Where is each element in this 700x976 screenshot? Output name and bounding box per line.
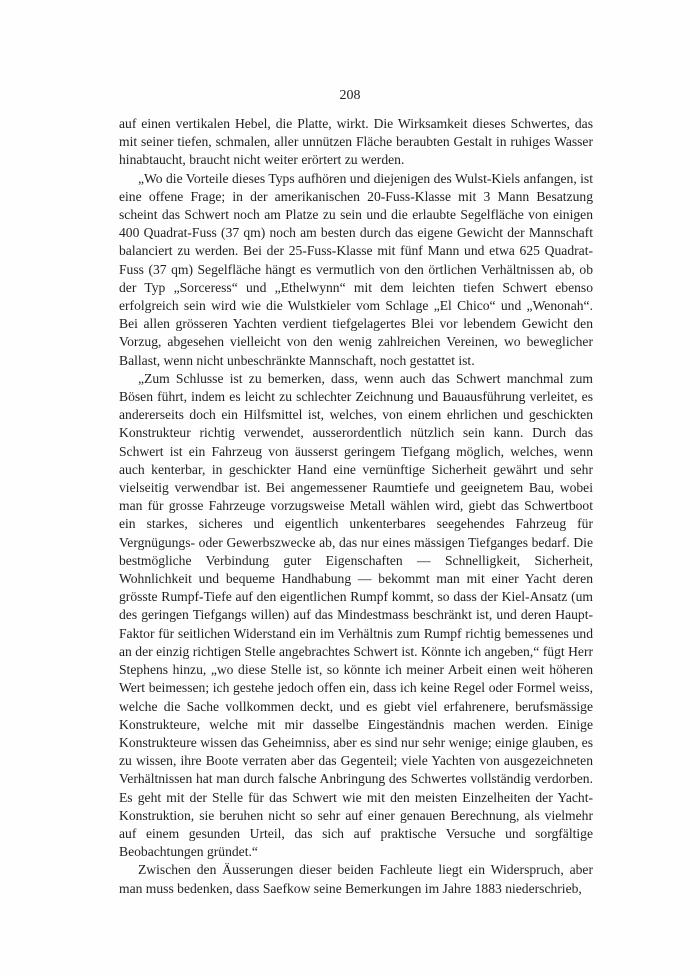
paragraph-wulst-kiel: „Wo die Vorteile dieses Typs aufhören und diejenigen des Wulst-Kiels anfangen, ist eine offene Frage; in der amerikanischen 20-Fuss-Klasse mit 3 Mann Besatzung scheint das Schwert noch am Platze zu sein und die erlaubte Segelfläche von einigen 400 Quadrat-Fuss (37 qm) noch am besten durch das eigene Gewicht der Mannschaft balanciert zu werden. Bei der 25-Fuss-Klasse mit fünf Mann und etwa 625 Quadrat-Fuss (37 qm) Segelfläche hängt es vermutlich von den örtlichen Verhältnissen ab, ob der Typ „Sorceress“ und „Ethelwynn“ mit dem leichten tiefen Schwert ebenso erfolgreich sein wird wie die Wulstkieler vom Schlage „El Chico“ und „Wenonah“. Bei allen grösseren Yachten verdient tiefgelagertes Blei vor lebendem Gewicht den Vorzug, abgesehen vielleicht von den wenig zahlreichen Vereinen, wo beweglicher Ballast, wenn nicht unbeschränkte Mannschaft, noch gestattet ist. xyxy=(119,170,593,368)
paragraph-zwischen: Zwischen den Äusserungen dieser beiden Fachleute liegt ein Widerspruch, aber man muss bedenken, dass Saefkow seine Bemerkungen im Jahre 1883 niederschrieb, xyxy=(119,862,593,896)
paragraph-continuation: auf einen vertikalen Hebel, die Platte, wirkt. Die Wirksamkeit dieses Schwertes, das mit seiner tiefen, schmalen, aller unnützen Fläche beraubten Gestalt in ruhiges Wasser hinabtaucht, braucht nicht weiter erörtert zu werden. xyxy=(119,116,593,168)
body-text xyxy=(119,115,593,898)
paragraph-schlusse: „Zum Schlusse ist zu bemerken, dass, wenn auch das Schwert manchmal zum Bösen führt, indem es leicht zu schlechter Zeichnung und Bauausführung verleitet, es andererseits doch ein Hilfsmittel ist, welches, von einem ehrlichen und geschickten Konstrukteur richtig verwendet, ausserordentlich nützlich sein kann. Durch das Schwert ist ein Fahrzeug von äusserst geringem Tiefgang möglich, welches, wenn auch kenterbar, in geschickter Hand eine vernünftige Sicherheit gewährt und sehr vielseitig verwendbar ist. Bei angemessener Raumtiefe und geeignetem Bau, wobei man für grosse Fahrzeuge vorzugsweise Metall wählen wird, giebt das Schwertboot ein starkes, sicheres und eigentlich unkenterbares seegehendes Fahrzeug für Vergnügungs- oder Gewerbszwecke ab, das nur eines mässigen Tiefganges bedarf. Die bestmögliche Verbindung guter Eigenschaften — Schnelligkeit, Sicherheit, Wohnlichkeit und bequeme Handhabung — bekommt man mit einer Yacht deren grösste Rumpf-Tiefe auf den eigentlichen Rumpf kommt, so dass der Kiel-Ansatz (um des geringen Tiefgangs willen) auf das Mindestmass beschränkt ist, und deren Haupt-Faktor für seitlichen Widerstand ein im Verhältnis zum Rumpf richtig bemessenes und an der einzig richtigen Stelle angebrachtes Schwert ist. Könnte ich angeben,“ fügt Herr Stephens hinzu, „wo diese Stelle ist, so könnte ich meiner Arbeit einen weit höheren Wert beimessen; ich gestehe jedoch offen ein, dass ich keine Regel oder Formel weiss, welche die Sache vollkommen deckt, und es giebt viel erfahrenere, berufsmässige Konstrukteure, welche mit mir dasselbe Eingeständnis machen werden. Einige Konstrukteure wissen das Geheimniss, aber es sind nur sehr wenige; einige glauben, es zu wissen, ihre Boote verraten aber das Gegenteil; viele Yachten von ausgezeichneten Verhältnissen hat man durch falsche Anbringung des Schwertes vollständig verdorben. Es geht mit der Stelle für das Schwert wie mit den meisten Einzelheiten der Yacht-Konstruktion, sie beruhen nicht so sehr auf einer genauen Berechnung, als vielmehr auf einem gesunden Urteil, das sich auf praktische Versuche und sorgfältige Beobachtungen gründet.“ xyxy=(119,370,593,860)
page-number: 208 xyxy=(339,88,361,103)
